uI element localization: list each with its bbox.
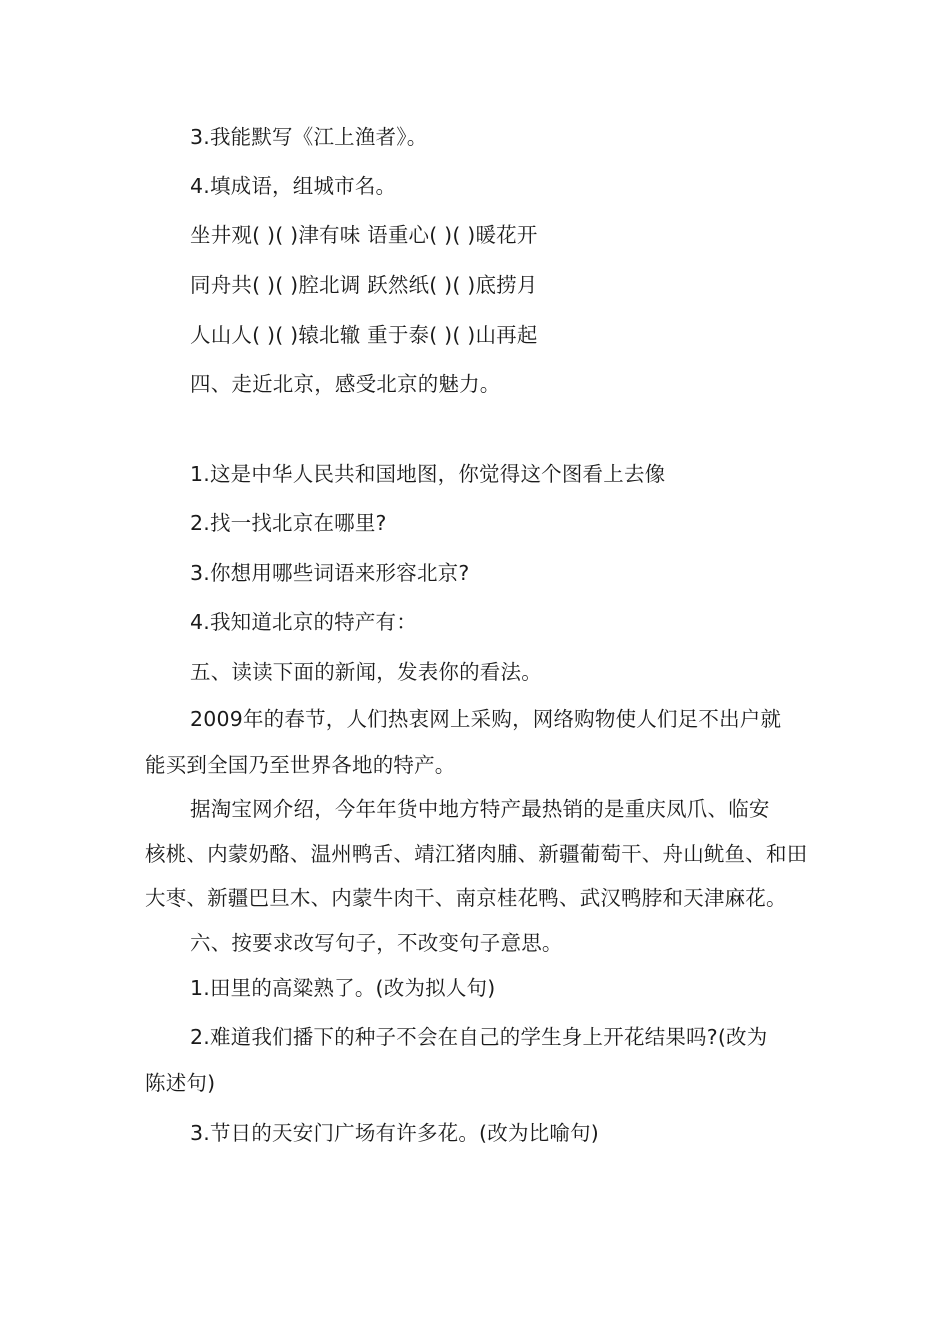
news-paragraph-1-line-2: 能买到全国乃至世界各地的特产。: [145, 753, 456, 777]
question-describe-beijing: 3.你想用哪些词语来形容北京?: [190, 561, 470, 585]
rewrite-item-2-line-2: 陈述句): [145, 1071, 216, 1095]
rewrite-item-1: 1.田里的高粱熟了。(改为拟人句): [190, 976, 496, 1000]
news-paragraph-1-line-1: 2009年的春节，人们热衷网上采购，网络购物使人们足不出户就: [190, 707, 782, 731]
news-paragraph-2-line-1: 据淘宝网介绍，今年年货中地方特产最热销的是重庆凤爪、临安: [190, 797, 770, 821]
idiom-row-1: 坐井观( )( )津有味 语重心( )( )暖花开: [190, 223, 538, 247]
question-specialties: 4.我知道北京的特产有：: [190, 610, 417, 634]
item-idiom-city: 4.填成语，组城市名。: [190, 174, 397, 198]
section-heading-5: 五、读读下面的新闻，发表你的看法。: [190, 660, 542, 684]
news-paragraph-2-line-3: 大枣、新疆巴旦木、内蒙牛肉干、南京桂花鸭、武汉鸭脖和天津麻花。: [145, 886, 787, 910]
news-paragraph-2-line-2: 核桃、内蒙奶酪、温州鸭舌、靖江猪肉脯、新疆葡萄干、舟山鱿鱼、和田: [145, 842, 808, 866]
rewrite-item-3: 3.节日的天安门广场有许多花。(改为比喻句): [190, 1121, 599, 1145]
idiom-row-2: 同舟共( )( )腔北调 跃然纸( )( )底捞月: [190, 273, 538, 297]
rewrite-item-2-line-1: 2.难道我们播下的种子不会在自己的学生身上开花结果吗?(改为: [190, 1025, 768, 1049]
idiom-row-3: 人山人( )( )辕北辙 重于泰( )( )山再起: [190, 323, 538, 347]
question-find-beijing: 2.找一找北京在哪里?: [190, 511, 387, 535]
item-recite-poem: 3.我能默写《江上渔者》。: [190, 125, 428, 149]
question-map: 1.这是中华人民共和国地图，你觉得这个图看上去像: [190, 462, 666, 486]
section-heading-4: 四、走近北京，感受北京的魅力。: [190, 372, 501, 396]
section-heading-6: 六、按要求改写句子，不改变句子意思。: [190, 931, 563, 955]
